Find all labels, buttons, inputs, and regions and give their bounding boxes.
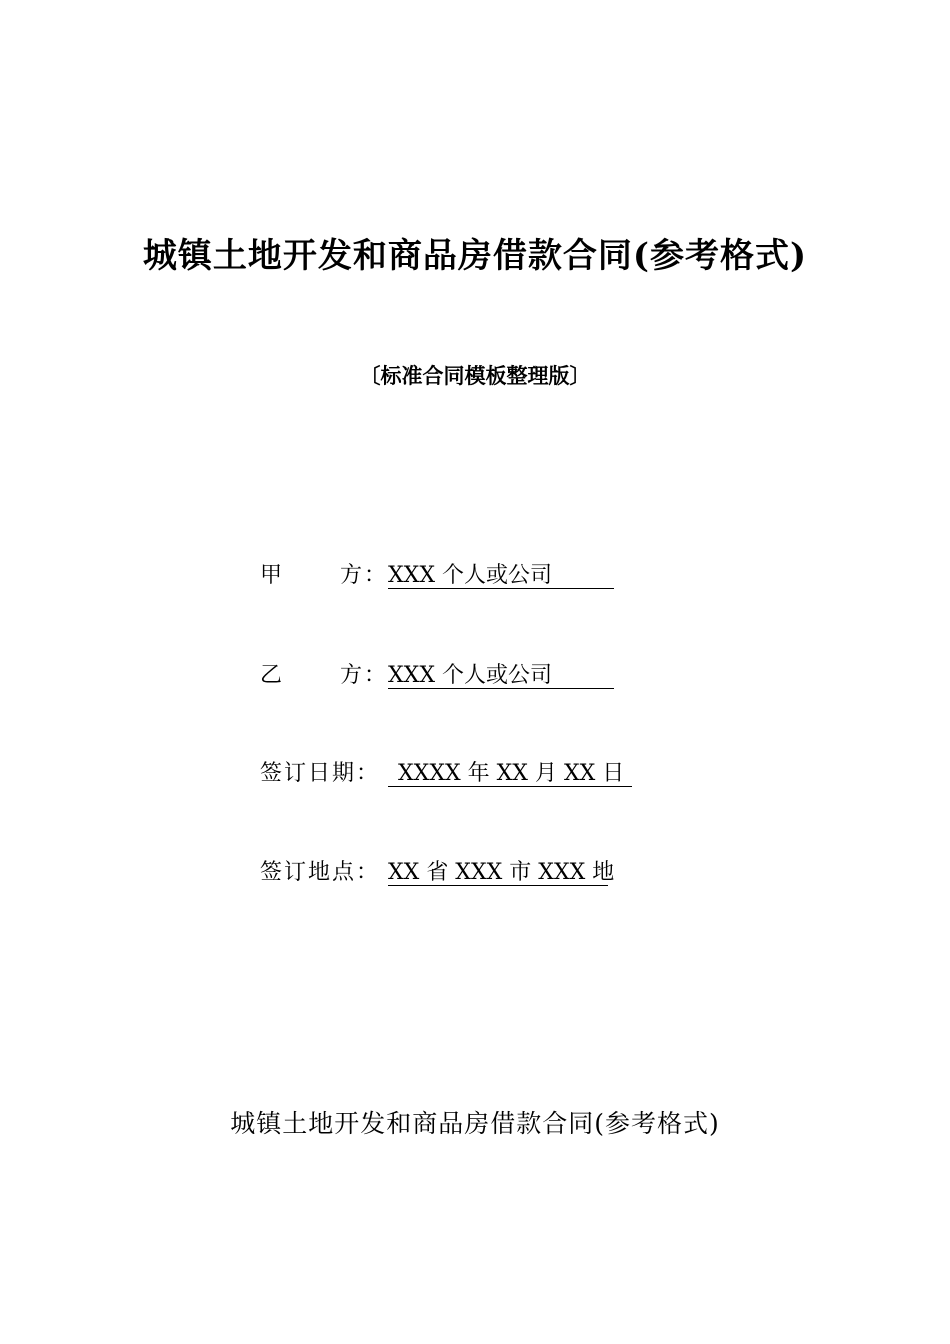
party-a-label-char: 甲 (260, 563, 285, 588)
signing-date-value: XXXX 年 XX 月 XX 日 (388, 762, 632, 787)
signing-place-label: 签订地点： (260, 860, 381, 885)
signing-place-field (260, 857, 615, 889)
party-b-label-suffix: 方： (339, 663, 388, 688)
party-b-label (260, 660, 388, 692)
signing-place-value: XX 省 XXX 市 XXX 地 (388, 860, 615, 885)
document-subtitle: 〔标准合同模板整理版〕 (359, 363, 591, 388)
signing-date-label: 签订日期： (260, 761, 381, 786)
party-b-label-char: 乙 (260, 663, 285, 688)
party-a-label (260, 560, 388, 592)
signing-date-field (260, 758, 632, 790)
party-a-field (260, 560, 614, 592)
document-title: 城镇土地开发和商品房借款合同(参考格式) (142, 236, 808, 276)
body-title: 城镇土地开发和商品房借款合同(参考格式) (230, 1109, 720, 1138)
party-a-value: XXX 个人或公司 (388, 564, 614, 589)
party-b-value: XXX 个人或公司 (388, 664, 614, 689)
party-b-field (260, 660, 614, 692)
party-a-label-suffix: 方： (339, 563, 388, 588)
